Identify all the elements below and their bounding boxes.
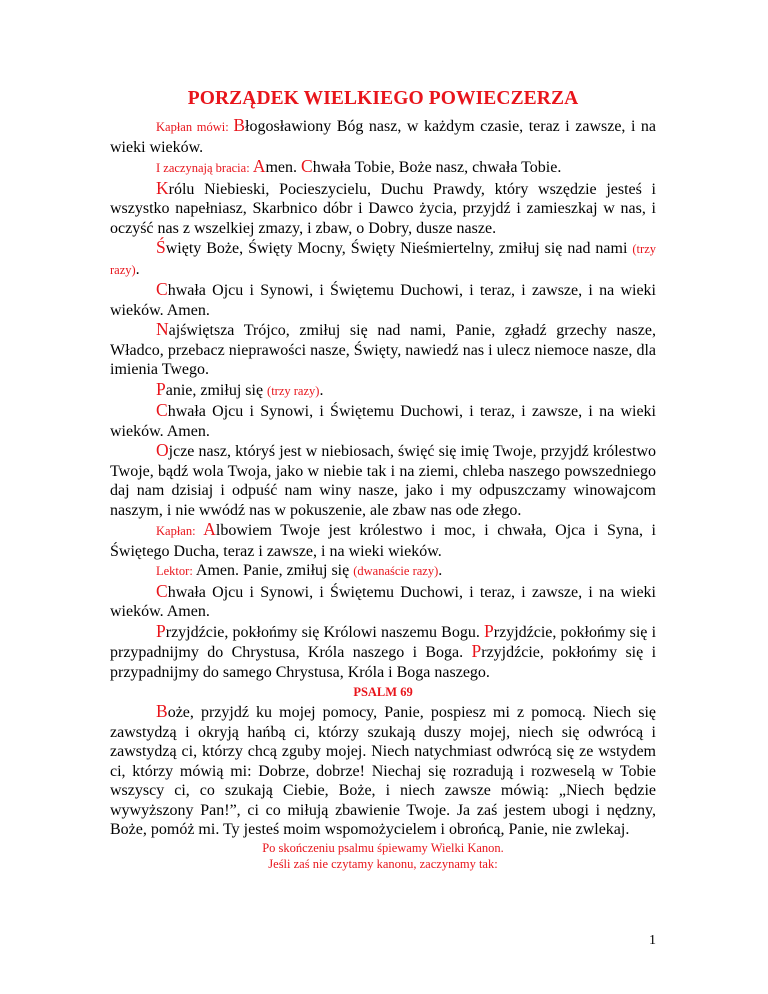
paragraph-glory xyxy=(110,280,656,320)
paragraph-tail: . xyxy=(319,381,324,399)
paragraph-text: hwała Ojcu i Synowi, i Świętemu Duchowi, i teraz, i zawsze, i na wieki wieków. Amen. xyxy=(110,583,656,620)
document-page xyxy=(110,80,656,872)
paragraph-lord-have-mercy xyxy=(110,380,656,402)
rubric-note: (trzy razy) xyxy=(267,383,320,398)
rubric-note: (dwanaście razy) xyxy=(353,564,439,578)
paragraph-glory xyxy=(110,401,656,441)
document-title: PORZĄDEK WIELKIEGO POWIECZERZA xyxy=(187,88,579,109)
red-initial: P xyxy=(156,620,166,641)
paragraph-lector xyxy=(110,561,656,582)
red-initial: C xyxy=(156,400,168,420)
paragraph-text: men. xyxy=(265,159,301,176)
paragraph-text: oże, przyjdź ku mojej pomocy, Panie, pospiesz mi z pomocą. Niech się zawstydzą i okryją hańbą ci, którzy szukają duszy mojej, niech się odwrócą i zawstydzą ci, którzy chcą zguby mojej. Niech natychmiast odwrócą się ze wstydem ci, którzy mówią mi: Dobrze, dobrze! Niechaj się rozradują i rozweselą w Tobie wszyscy ci, co szukają Ciebie, Boże, i niech zawsze mówią: „Niech będzie wywyższony Pan!”, ci co miłują zbawienie Twoje. Ja zaś jestem ubogi i nędzny, Boże, pomóż mi. Ty jesteś moim wspomożycielem i obrońcą, Panie, nie zwlekaj. xyxy=(110,704,656,838)
red-initial: B xyxy=(233,115,246,135)
paragraph-come-let-us-worship xyxy=(110,622,656,683)
red-initial: P xyxy=(484,620,494,641)
page-number: 1 xyxy=(649,933,656,948)
red-initial: B xyxy=(156,701,168,721)
paragraph-holy-trinity xyxy=(110,320,656,380)
rubric: I zaczynają bracia: xyxy=(156,161,253,175)
paragraph-opening-blessing xyxy=(110,116,656,157)
paragraph-brothers-response xyxy=(110,157,656,179)
paragraph-text: lbowiem Twoje jest królestwo i moc, i chwała, Ojca i Syna, i Świętego Ducha, teraz i zawsze, i na wieki wieków. xyxy=(110,522,656,560)
red-initial: C xyxy=(156,279,168,299)
paragraph-doxology xyxy=(110,520,656,561)
red-initial: A xyxy=(203,519,216,539)
footer-rubric-1: Po skończeniu psalmu śpiewamy Wielki Kanon. xyxy=(262,840,504,855)
red-initial: P xyxy=(471,641,482,661)
red-initial: P xyxy=(156,378,166,399)
paragraph-text: rzyjdźcie, pokłońmy się i przypadnijmy do Chrystusa, Króla naszego i Boga. xyxy=(110,623,657,661)
paragraph-our-father xyxy=(110,441,656,520)
paragraph-text: ajświętsza Trójco, zmiłuj się nad nami, Panie, zgładź grzechy nasze, Władco, przebacz nieprawości nasze, Święty, nawiedź nas i ulecz niemoce nasze, dla imienia Twego. xyxy=(110,322,656,378)
rubric: Lektor: xyxy=(156,564,196,578)
paragraph-text: rzyjdźcie, pokłońmy się Królowi naszemu Bogu. xyxy=(165,623,485,641)
psalm-heading: PSALM 69 xyxy=(353,685,413,699)
paragraph-text: hwała Tobie, Boże nasz, chwała Tobie. xyxy=(312,159,562,176)
red-initial: C xyxy=(301,156,313,176)
paragraph-text: Amen. Panie, zmiłuj się xyxy=(195,562,354,579)
paragraph-tail: . xyxy=(135,260,140,278)
paragraph-text: więty Boże, Święty Mocny, Święty Nieśmiertelny, zmiłuj się nad nami xyxy=(165,240,633,257)
paragraph-trisagion xyxy=(110,238,656,280)
paragraph-text: rzyjdźcie, pokłońmy się i przypadnijmy do samego Chrystusa, Króla i Boga naszego. xyxy=(110,644,657,681)
rubric-note: (trzy razy) xyxy=(110,242,656,277)
paragraph-text: hwała Ojcu i Synowi, i Świętemu Duchowi, i teraz, i zawsze, i na wieki wieków. Amen. xyxy=(110,403,656,440)
footer-rubric-2: Jeśli zaś nie czytamy kanonu, zaczynamy tak: xyxy=(268,856,498,871)
rubric: Kapłan mówi: xyxy=(156,120,234,134)
red-initial: Ś xyxy=(156,237,166,257)
paragraph-text: jcze nasz, któryś jest w niebiosach, święć się imię Twoje, przyjdź królestwo Twoje, bądź wola Twoja, jako w niebie tak i na ziemi, chleba naszego powszedniego daj nam dzisiaj i odpuść nam winy nasze, jako i my odpuszczamy winowajcom naszym, i nie wwódź nas w pokuszenie, ale zbaw nas ode złego. xyxy=(110,443,656,519)
paragraph-text: łogosławiony Bóg nasz, w każdym czasie, teraz i zawsze, i na wieki wieków. xyxy=(110,118,657,156)
red-initial: C xyxy=(156,580,168,601)
paragraph-text: hwała Ojcu i Synowi, i Świętemu Duchowi, i teraz, i zawsze, i na wieki wieków. Amen. xyxy=(110,282,656,319)
red-initial: N xyxy=(156,319,169,339)
paragraph-tail: . xyxy=(438,562,443,579)
paragraph-text: rólu Niebieski, Pocieszycielu, Duchu Prawdy, który wszędzie jesteś i wszystko napełniasz, Skarbnico dóbr i Dawco życia, przyjdź i zamieszkaj w nas, i oczyść nas z wszelkiej zmazy, i zbaw, o Dobry, dusze nasze. xyxy=(110,180,656,237)
paragraph-psalm xyxy=(110,702,656,840)
paragraph-text: anie, zmiłuj się xyxy=(165,381,268,399)
rubric: Kapłan: xyxy=(156,524,204,538)
red-initial: O xyxy=(156,440,169,460)
red-initial: K xyxy=(156,177,169,198)
paragraph-heavenly-king xyxy=(110,179,656,239)
red-initial: A xyxy=(252,156,266,176)
paragraph-glory xyxy=(110,582,656,622)
